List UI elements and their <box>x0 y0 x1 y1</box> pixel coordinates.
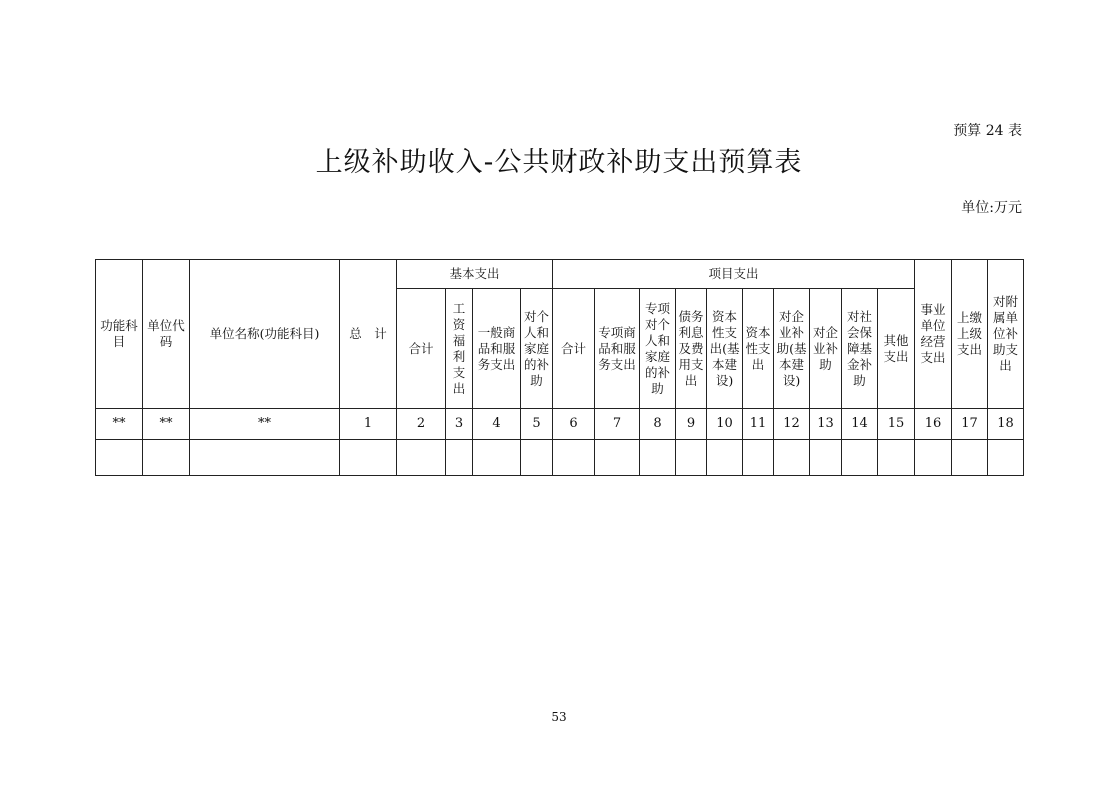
empty-cell <box>707 440 743 476</box>
empty-cell <box>988 440 1024 476</box>
empty-data-row <box>96 440 1024 476</box>
header-unit-code: 单位代 码 <box>143 260 190 409</box>
index-cell: 16 <box>915 409 952 440</box>
header-project-capital-construction: 资本 性支 出(基 本建 设) <box>707 289 743 409</box>
index-cell: 4 <box>473 409 521 440</box>
index-cell: ** <box>96 409 143 440</box>
header-project-capital: 资本 性支 出 <box>743 289 774 409</box>
index-cell: 5 <box>521 409 553 440</box>
empty-cell <box>676 440 707 476</box>
index-cell: 8 <box>640 409 676 440</box>
index-cell: 17 <box>952 409 988 440</box>
header-basic-subtotal: 合计 <box>397 289 446 409</box>
header-unit-name: 单位名称(功能科目) <box>190 260 340 409</box>
empty-cell <box>143 440 190 476</box>
index-cell: 11 <box>743 409 774 440</box>
index-cell: 3 <box>446 409 473 440</box>
header-basic-wages: 工 资 福 利 支 出 <box>446 289 473 409</box>
index-cell: 2 <box>397 409 446 440</box>
empty-cell <box>446 440 473 476</box>
header-project-goods-services: 专项商 品和服 务支出 <box>595 289 640 409</box>
unit-label: 单位:万元 <box>961 200 1022 216</box>
empty-cell <box>640 440 676 476</box>
header-project-social-security: 对社 会保 障基 金补 助 <box>842 289 878 409</box>
empty-cell <box>810 440 842 476</box>
empty-cell <box>96 440 143 476</box>
empty-cell <box>521 440 553 476</box>
empty-cell <box>595 440 640 476</box>
empty-cell <box>190 440 340 476</box>
index-cell: 9 <box>676 409 707 440</box>
budget-table <box>95 259 1024 476</box>
index-cell: 18 <box>988 409 1024 440</box>
empty-cell <box>397 440 446 476</box>
header-project-other: 其他 支出 <box>878 289 915 409</box>
index-cell: 15 <box>878 409 915 440</box>
index-cell: 12 <box>774 409 810 440</box>
empty-cell <box>473 440 521 476</box>
header-total: 总 计 <box>340 260 397 409</box>
header-project-expenditure: 项目支出 <box>553 260 915 289</box>
empty-cell <box>743 440 774 476</box>
header-business-expenditure: 事业 单位 经营 支出 <box>915 260 952 409</box>
empty-cell <box>553 440 595 476</box>
index-cell: 1 <box>340 409 397 440</box>
header-basic-goods-services: 一般商 品和服 务支出 <box>473 289 521 409</box>
header-project-enterprise-construction: 对企 业补 助(基 本建 设) <box>774 289 810 409</box>
header-basic-expenditure: 基本支出 <box>397 260 553 289</box>
index-cell: 6 <box>553 409 595 440</box>
empty-cell <box>842 440 878 476</box>
index-cell: 10 <box>707 409 743 440</box>
page-title: 上级补助收入-公共财政补助支出预算表 <box>315 147 803 178</box>
index-row <box>96 409 1024 440</box>
index-cell: ** <box>143 409 190 440</box>
empty-cell <box>340 440 397 476</box>
empty-cell <box>952 440 988 476</box>
header-project-subtotal: 合计 <box>553 289 595 409</box>
empty-cell <box>915 440 952 476</box>
header-project-household-subsidy: 专项 对个 人和 家庭 的补 助 <box>640 289 676 409</box>
index-cell: ** <box>190 409 340 440</box>
header-function-code: 功能科 目 <box>96 260 143 409</box>
index-cell: 13 <box>810 409 842 440</box>
empty-cell <box>774 440 810 476</box>
empty-cell <box>878 440 915 476</box>
index-cell: 14 <box>842 409 878 440</box>
header-subsidiary-subsidy: 对附 属单 位补 助支 出 <box>988 260 1024 409</box>
header-remit-upper: 上缴 上级 支出 <box>952 260 988 409</box>
table-number: 预算 24 表 <box>953 123 1022 139</box>
header-project-debt-interest: 债务 利息 及费 用支 出 <box>676 289 707 409</box>
header-basic-household-subsidy: 对个 人和 家庭 的补 助 <box>521 289 553 409</box>
index-cell: 7 <box>595 409 640 440</box>
header-project-enterprise-subsidy: 对企 业补 助 <box>810 289 842 409</box>
page-number: 53 <box>551 710 567 724</box>
